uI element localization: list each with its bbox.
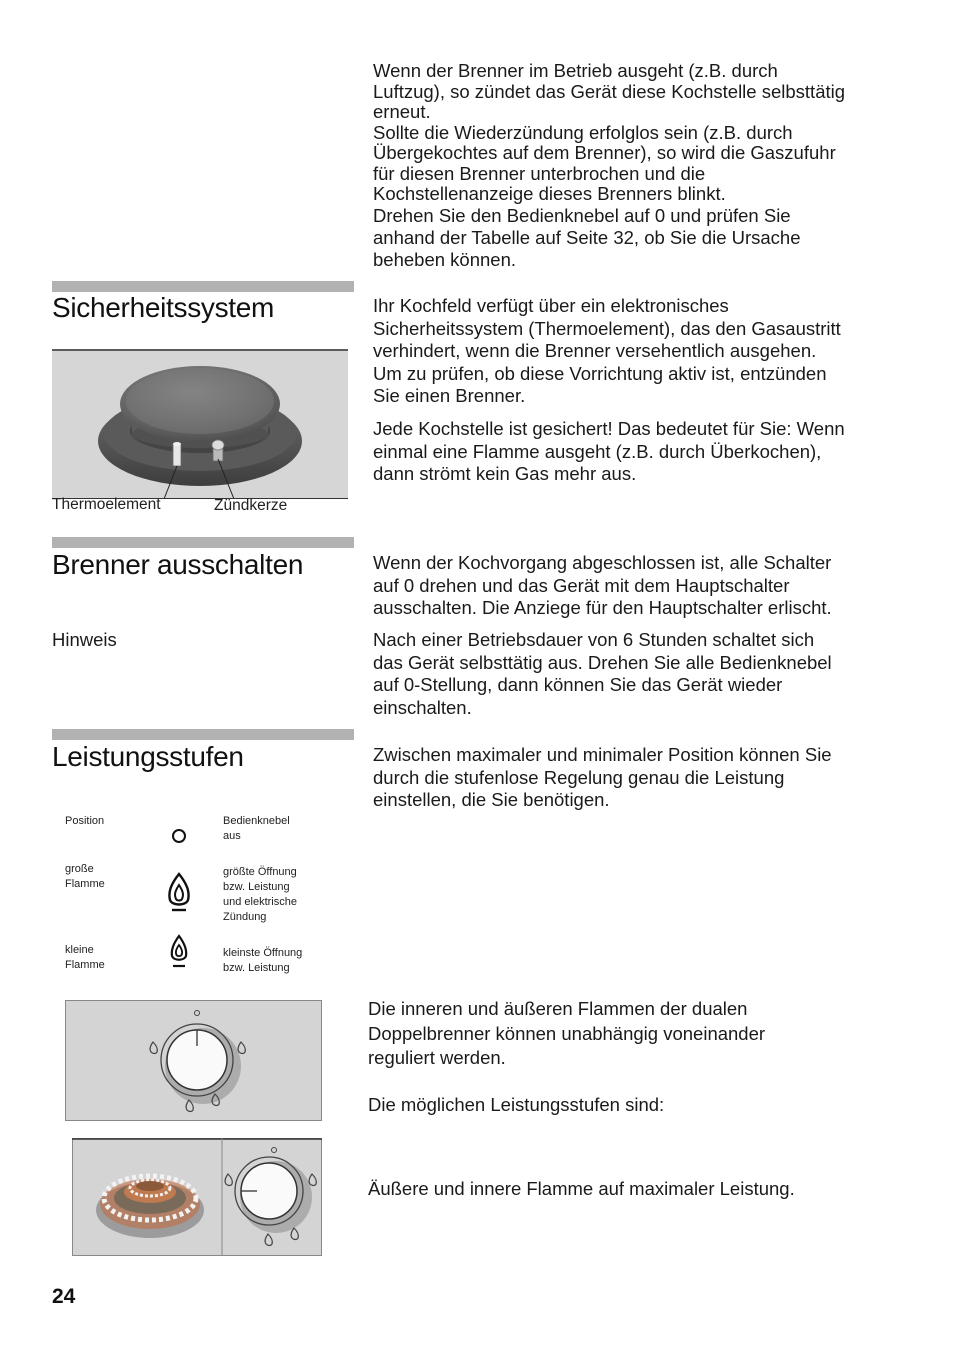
- text-line: Zündung: [223, 911, 267, 923]
- text-line: Flamme: [65, 959, 105, 971]
- text-line: Nach einer Betriebsdauer von 6 Stunden schaltet sich: [373, 629, 815, 650]
- hinweis-label: Hinweis: [52, 629, 117, 650]
- label-thermoelement: Thermoelement: [52, 496, 161, 513]
- ausschalten-paragraph-1: [373, 552, 923, 620]
- text-line: Die inneren und äußeren Flammen der dualen: [368, 998, 748, 1019]
- leistung-paragraph-1: [373, 744, 923, 812]
- text-line: auf 0 drehen und das Gerät mit dem Hauptschalter: [373, 574, 790, 596]
- text-line: kleinste Öffnung: [223, 947, 303, 959]
- section-heading-leistung: Leistungsstufen: [52, 741, 244, 772]
- text-line: Sicherheitssystem (Thermoelement), das den Gasaustritt: [373, 317, 841, 339]
- page-number: 24: [52, 1285, 76, 1308]
- section-heading-sicherheit: Sicherheitssystem: [52, 292, 275, 323]
- intro-line: Übergekochtes auf dem Brenner), so wird die Gaszufuhr: [373, 142, 836, 163]
- max-text: Äußere und innere Flamme auf maximaler Leistung.: [368, 1178, 795, 1199]
- intro-line: Sollte die Wiederzündung erfolglos sein (z.B. durch: [373, 121, 793, 143]
- off-circle-icon: [170, 827, 188, 845]
- intro-line: Drehen Sie den Bedienknebel auf 0 und prüfen Sie: [373, 204, 791, 226]
- section-bar: [52, 729, 354, 740]
- table-label-small-flame: [65, 943, 105, 973]
- text-line: Um zu prüfen, ob diese Vorrichtung aktiv ist, entzünden: [373, 362, 827, 384]
- intro-line: Kochstellenanzeige dieses Brenners blinkt.: [373, 183, 726, 204]
- text-line: kleine: [65, 944, 94, 956]
- intro-paragraph: [373, 61, 913, 271]
- sicherheit-paragraph-2: [373, 418, 923, 486]
- text-line: Sie einen Brenner.: [373, 385, 526, 406]
- text-line: Doppelbrenner können unabhängig voneinander: [368, 1022, 766, 1044]
- text-line: reguliert werden.: [368, 1047, 506, 1068]
- intro-line: Wenn der Brenner im Betrieb ausgeht (z.B. durch: [373, 60, 778, 81]
- ausschalten-paragraph-2: [373, 629, 923, 719]
- section-heading-ausschalten: Brenner ausschalten: [52, 549, 304, 580]
- intro-line: Luftzug), so zündet das Gerät diese Kochstelle selbsttätig: [373, 80, 846, 102]
- text-line: große: [65, 863, 94, 875]
- text-line: Jede Kochstelle ist gesichert! Das bedeutet für Sie: Wenn: [373, 418, 845, 439]
- text-line: auf 0-Stellung, dann können Sie das Gerät wieder: [373, 674, 783, 695]
- text-line: einschalten.: [373, 696, 472, 718]
- text-line: durch die stufenlose Regelung genau die Leistung: [373, 766, 785, 788]
- intro-line: für diesen Brenner unterbrochen und die: [373, 162, 706, 184]
- section-bar: [52, 281, 354, 292]
- text-line: Zwischen maximaler und minimaler Position können Sie: [373, 744, 832, 765]
- intro-line: anhand der Tabelle auf Seite 32, ob Sie die Ursache: [373, 226, 801, 248]
- text-line: Flamme: [65, 878, 105, 890]
- label-zuendkerze: Zündkerze: [214, 497, 288, 514]
- text-line: aus: [223, 830, 241, 842]
- text-line: Ihr Kochfeld verfügt über ein elektronisches: [373, 295, 729, 316]
- text-line: bzw. Leistung: [223, 881, 290, 893]
- dual-paragraph: [368, 997, 928, 1071]
- table-desc-small-flame: [223, 946, 302, 976]
- text-line: größte Öffnung: [223, 866, 297, 878]
- small-flame-icon: [167, 934, 191, 970]
- text-line: einmal eine Flamme ausgeht (z.B. durch Überkochen),: [373, 440, 822, 462]
- section-bar: [52, 537, 354, 548]
- text-line: ausschalten. Die Anziege für den Hauptschalter erlischt.: [373, 597, 832, 618]
- text-line: dann strömt kein Gas mehr aus.: [373, 463, 637, 484]
- table-label-position: Position: [65, 815, 105, 827]
- text-line: das Gerät selbsttätig aus. Drehen Sie alle Bedienknebel: [373, 651, 832, 673]
- text-line: Wenn der Kochvorgang abgeschlossen ist, alle Schalter: [373, 552, 832, 573]
- text-line: bzw. Leistung: [223, 962, 290, 974]
- text-line: und elektrische: [223, 896, 297, 908]
- table-desc-off: [223, 814, 290, 844]
- intro-line: erneut.: [373, 101, 431, 122]
- knob-illustration: [65, 1000, 322, 1121]
- text-line: einstellen, die Sie benötigen.: [373, 789, 610, 810]
- burner-thermoelement-illustration: [52, 349, 348, 499]
- table-label-large-flame: [65, 862, 105, 892]
- intro-line: beheben können.: [373, 248, 516, 270]
- table-desc-large-flame: [223, 865, 297, 925]
- stufen-text: Die möglichen Leistungsstufen sind:: [368, 1094, 665, 1115]
- text-line: Bedienknebel: [223, 815, 290, 827]
- sicherheit-paragraph-1: [373, 295, 923, 408]
- large-flame-icon: [165, 872, 193, 914]
- dual-burner-illustration: [72, 1138, 322, 1256]
- text-line: verhindert, wenn die Brenner versehentlich ausgehen.: [373, 340, 817, 361]
